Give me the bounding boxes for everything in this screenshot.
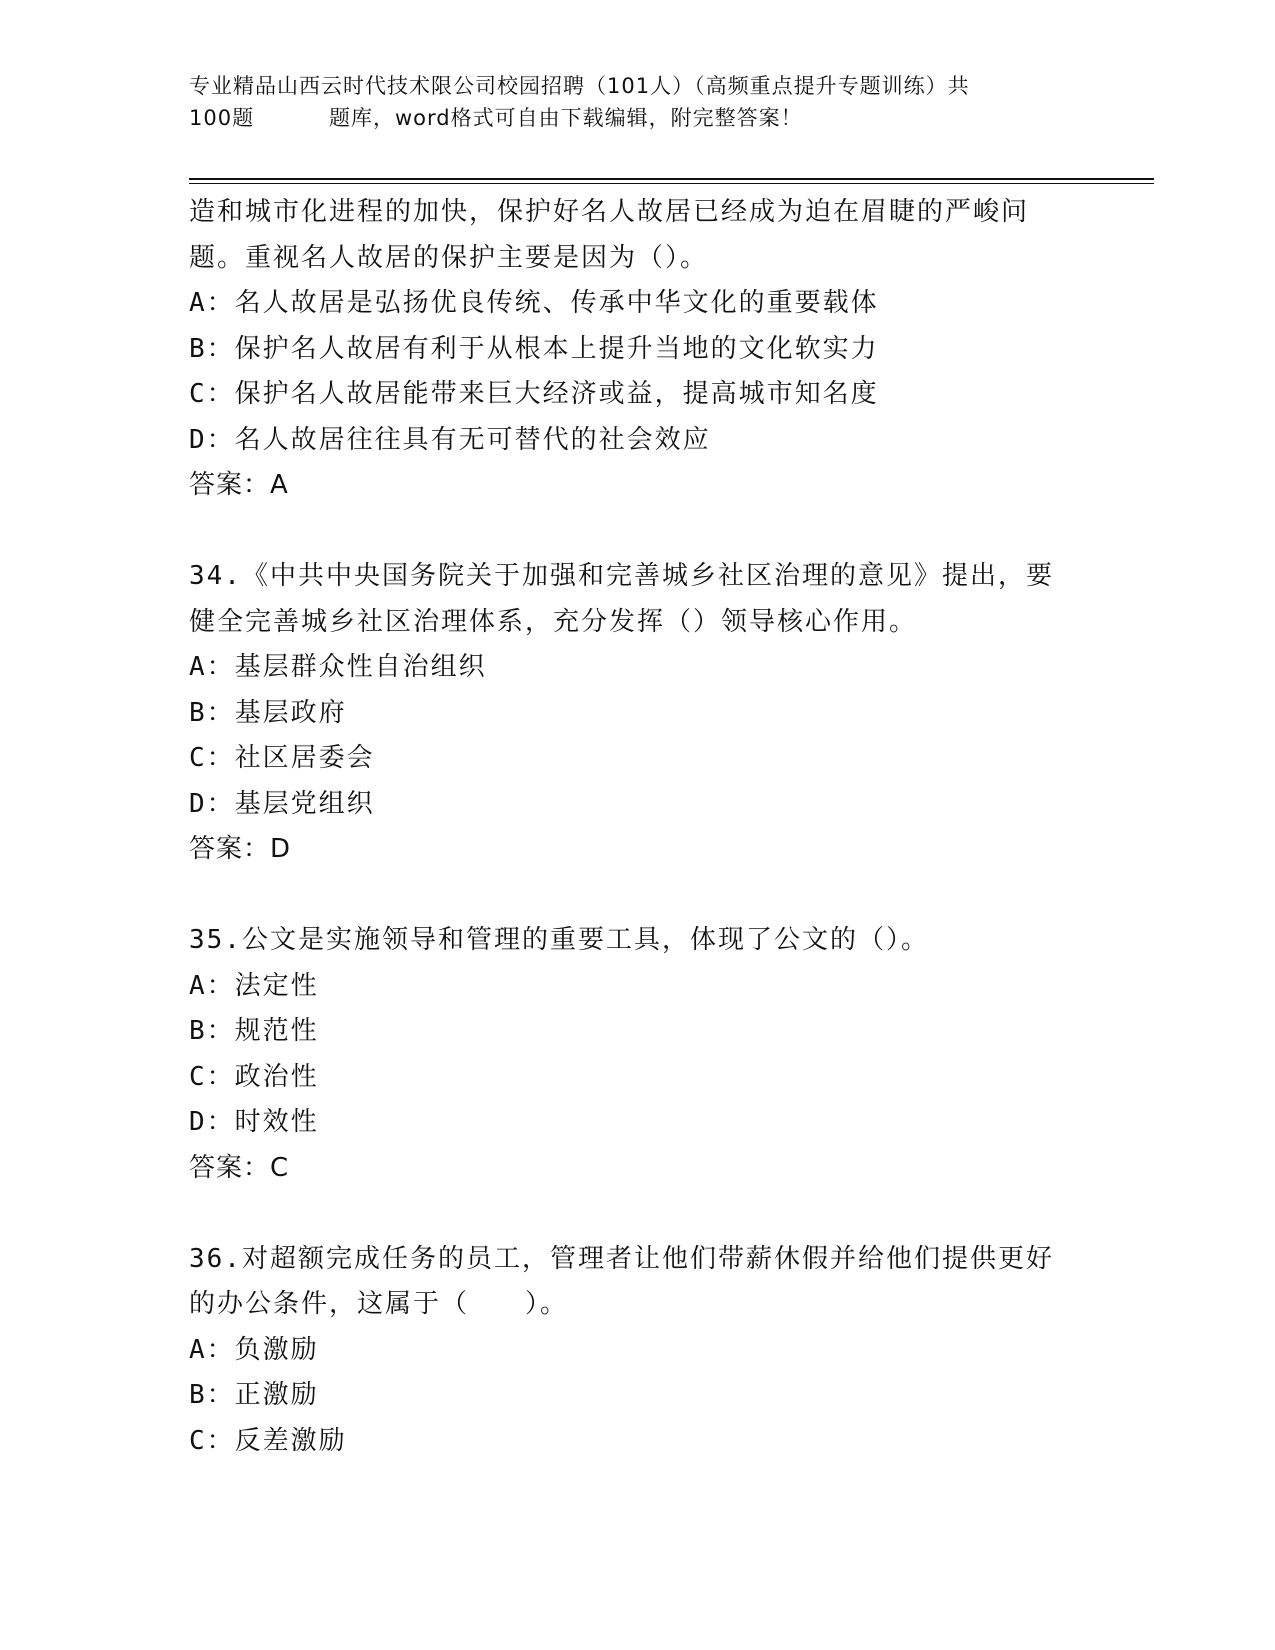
question-36	[189, 1237, 1129, 1465]
header-subtitle: 题库，word格式可自由下载编辑，附完整答案！	[329, 106, 803, 130]
question-stem-line: 造和城市化进程的加快，保护好名人故居已经成为迫在眉睫的严峻问	[189, 197, 1030, 227]
option-a: A：法定性	[189, 970, 319, 1001]
option-a: A：基层群众性自治组织	[189, 652, 487, 682]
question-stem-line: 36.对超额完成任务的员工，管理者让他们带薪休假并给他们提供更好	[189, 1243, 1054, 1274]
page-header	[189, 70, 1089, 134]
question-spacer	[189, 1191, 1129, 1237]
option-c: C：保护名人故居能带来巨大经济或益，提高城市知名度	[189, 379, 879, 409]
question-stem-line: 健全完善城乡社区治理体系，充分发挥（）领导核心作用。	[189, 606, 918, 637]
option-d: D：名人故居往往具有无可替代的社会效应	[189, 424, 711, 455]
header-divider-thick	[189, 178, 1154, 180]
header-title-line1: 专业精品山西云时代技术限公司校园招聘（101人）（高频重点提升专题训练）共	[189, 74, 970, 98]
question-spacer	[189, 509, 1129, 555]
option-b: B：规范性	[189, 1016, 319, 1046]
option-c: C：反差激励	[189, 1425, 347, 1456]
question-33-continued	[189, 190, 1129, 509]
option-b: B：正激励	[189, 1380, 319, 1410]
option-a: A：名人故居是弘扬优良传统、传承中华文化的重要载体	[189, 288, 879, 318]
header-title-line2	[189, 102, 1089, 134]
question-stem-line: 题。重视名人故居的保护主要是因为（）。	[189, 242, 709, 273]
option-b: B：基层政府	[189, 697, 347, 728]
option-d: D：时效性	[189, 1107, 319, 1137]
option-c: C：社区居委会	[189, 743, 375, 773]
option-c: C：政治性	[189, 1061, 319, 1092]
question-34	[189, 554, 1129, 873]
question-35	[189, 918, 1129, 1191]
question-list	[189, 190, 1129, 1464]
option-b: B：保护名人故居有利于从根本上提升当地的文化软实力	[189, 333, 879, 364]
question-stem-line: 34.《中共中央国务院关于加强和完善城乡社区治理的意见》提出，要	[189, 561, 1054, 591]
question-stem-line: 35.公文是实施领导和管理的重要工具，体现了公文的（）。	[189, 925, 929, 955]
answer-label: 答案：D	[189, 834, 292, 864]
question-spacer	[189, 873, 1129, 919]
answer-label: 答案：C	[189, 1152, 290, 1183]
option-a: A：负激励	[189, 1334, 319, 1365]
option-d: D：基层党组织	[189, 788, 375, 819]
question-stem-line: 的办公条件，这属于（ ）。	[189, 1289, 569, 1319]
header-divider-thin	[189, 183, 1154, 184]
header-question-count: 100题	[189, 106, 255, 130]
answer-label: 答案：A	[189, 470, 289, 500]
